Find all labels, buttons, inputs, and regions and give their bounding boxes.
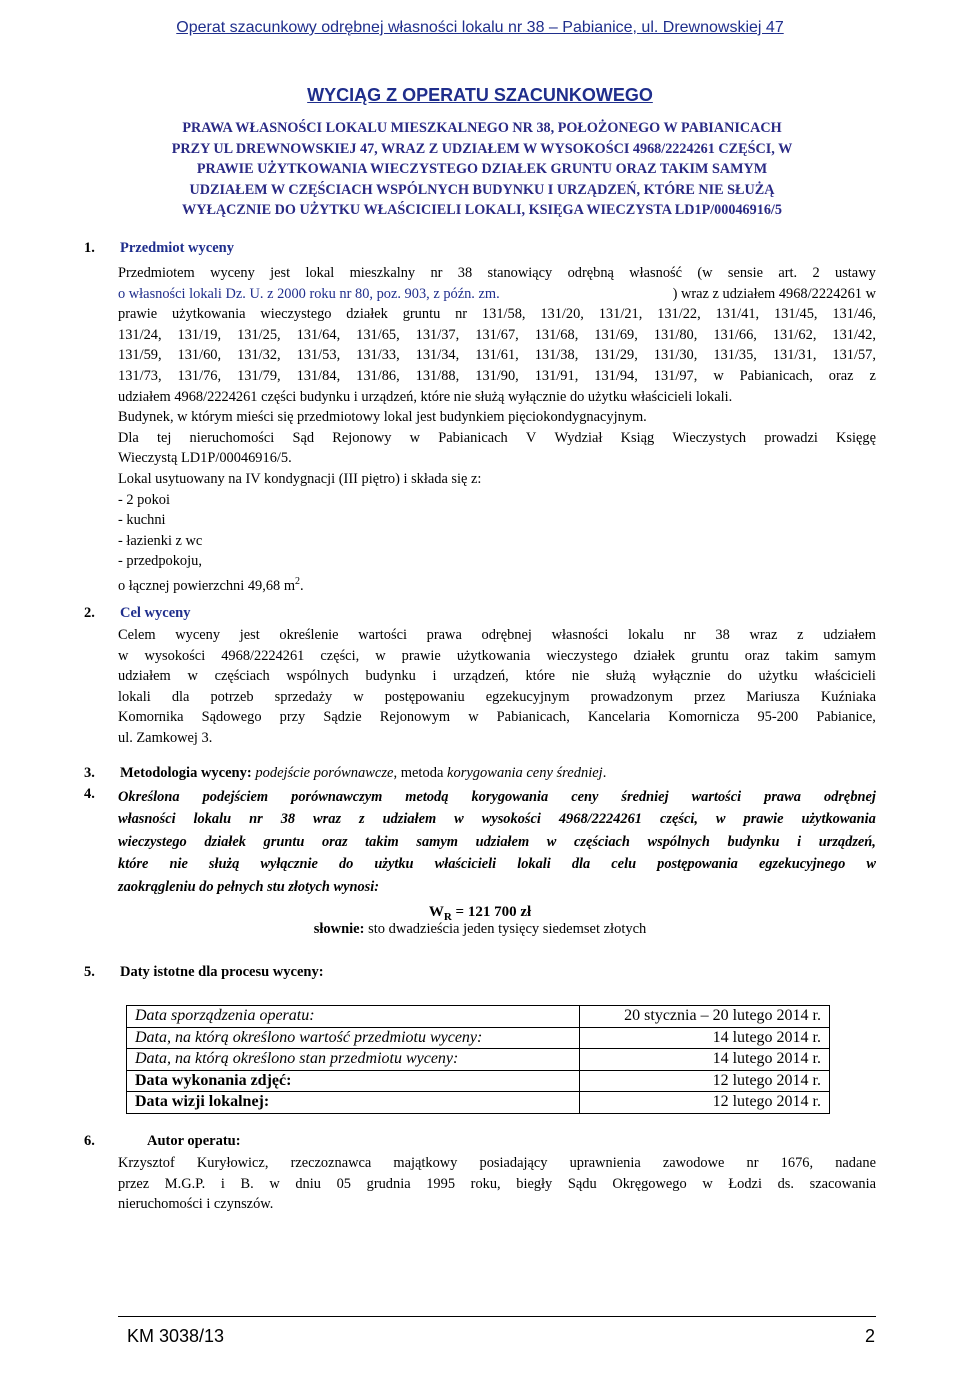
section-6-number: 6. — [84, 1133, 95, 1149]
footer-reference: KM 3038/13 — [127, 1326, 225, 1346]
room-item: - przedpokoju, — [118, 553, 202, 570]
word: stanowiący — [487, 265, 553, 281]
section-2-line: udziałem w częściach wspólnych budynku i urządzeń, które nie służą wyłącznie do użytku właścicieli — [118, 668, 876, 685]
value-in-words — [0, 921, 960, 938]
section-1-number: 1. — [84, 240, 95, 256]
room-item: - łazienki z wc — [118, 532, 203, 549]
section-5-number: 5. — [84, 964, 95, 980]
section-4-line: zaokrągleniu do pełnych stu złotych wynosi: — [118, 878, 380, 895]
section-2-line: w wysokości 4968/2224261 części, w prawie użytkowania wieczystego działek gruntu oraz takim samym — [118, 647, 876, 664]
methodology-label: Metodologia wyceny: — [120, 765, 252, 781]
method: korygowania ceny średniej — [447, 765, 603, 781]
word: nr — [430, 265, 443, 281]
words-label: słownie: — [313, 921, 365, 937]
footer-divider — [118, 1316, 876, 1317]
subject-line: PRAWIE UŻYTKOWANIA WIECZYSTEGO DZIAŁEK GRUNTU ORAZ TAKIM SAMYM — [196, 161, 768, 178]
word: 2 — [812, 265, 820, 281]
subject-block — [110, 118, 854, 221]
word: mieszkalny — [349, 265, 416, 281]
section-2-body — [118, 625, 876, 749]
value-amount: = 121 700 zł — [451, 904, 532, 920]
word: art. — [778, 265, 798, 281]
section-4-line: Określona podejściem porównawczym metodą korygowania ceny średniej wartości prawa odrębnej — [118, 789, 876, 805]
section-1-line — [118, 284, 876, 305]
date-label: Data wykonania zdjęć: — [127, 1070, 580, 1092]
dates-table — [126, 1005, 830, 1114]
dates-row — [127, 1049, 830, 1071]
date-value: 14 lutego 2014 r. — [580, 1049, 830, 1071]
word: 38 — [457, 265, 473, 281]
section-4-line: własności lokalu nr 38 wraz z udziałem w wysokości 4968/2224261 części, w prawie użytkowania — [118, 811, 876, 828]
value-symbol: W — [428, 904, 444, 920]
author-line: przez M.G.P. i B. w dniu 05 grudnia 1995 roku, biegły Sądu Okręgowego w Łodzi ds. szacowania — [118, 1175, 876, 1192]
section-2-line: lokali dla potrzeb sprzedaży w postępowaniu egzekucyjnym prowadzonym przez Mariusza Kuźniaka — [118, 688, 876, 705]
dates-row — [127, 1092, 830, 1114]
section-3-number: 3. — [84, 765, 95, 781]
word: własność — [629, 265, 683, 281]
section-3-text — [120, 765, 606, 782]
dates-row — [127, 1027, 830, 1049]
parcel-line: 131/59, 131/60, 131/32, 131/53, 131/33, 131/34, 131/61, 131/38, 131/29, 131/30, 131/35, 131/31, 131/57, — [118, 347, 876, 364]
parcel-line: prawie użytkowania wieczystego działek gruntu nr 131/58, 131/20, 131/21, 131/22, 131/41, 131/45, 131/46, — [118, 306, 876, 323]
value-subscript: R — [443, 911, 452, 923]
parcel-line: 131/73, 131/76, 131/79, 131/84, 131/86, 131/88, 131/90, 131/91, 131/94, 131/97, w Pabianicach, oraz z — [118, 367, 876, 384]
section-6-body — [118, 1153, 876, 1215]
word: Przedmiotem — [118, 265, 195, 281]
section-1-body — [118, 263, 876, 596]
share-line: udziałem 4968/2224261 części budynku i urządzeń, które nie służą wyłącznie do użytku właścicieli lokali. — [118, 388, 733, 405]
subject-line: WYŁĄCZNIE DO UŻYTKU WŁAŚCICIELI LOKALI, KSIĘGA WIECZYSTA LD1P/00046916/5 — [182, 202, 782, 219]
parcel-line: 131/24, 131/19, 131/25, 131/64, 131/65, 131/37, 131/67, 131/68, 131/69, 131/80, 131/66, 131/62, 131/42, — [118, 326, 876, 343]
section-5-heading: Daty istotne dla procesu wyceny: — [120, 964, 324, 980]
author-line: Krzysztof Kuryłowicz, rzeczoznawca majątkowy posiadający uprawnienia zawodowe nr 1676, nadane — [118, 1155, 876, 1171]
author-line: nieruchomości i czynszów. — [118, 1196, 274, 1213]
section-4-line: które nie służą wyłącznie do użytku właścicieli lokali dla celu postępowania egzekucyjnego w — [118, 856, 876, 873]
date-value: 14 lutego 2014 r. — [580, 1027, 830, 1049]
words-text: sto dwadzieścia jeden tysięcy siedemset złotych — [364, 921, 647, 937]
section-2-heading: Cel wyceny — [120, 605, 191, 621]
date-value: 12 lutego 2014 r. — [580, 1070, 830, 1092]
word: sensie — [727, 265, 764, 281]
area-line — [118, 572, 876, 596]
subject-line: PRZY UL DREWNOWSKIEJ 47, WRAZ Z UDZIAŁEM W WYSOKOŚCI 4968/2224261 CZĘŚCI, W — [171, 140, 793, 157]
act-reference: o własności lokali Dz. U. z 2000 roku nr 80, poz. 903, z późn. zm. — [118, 285, 500, 302]
running-header: Operat szacunkowy odrębnej własności lokalu nr 38 – Pabianice, ul. Drewnowskiej 47 — [176, 19, 784, 36]
area-sup: 2 — [295, 575, 301, 587]
page-number: 2 — [864, 1326, 875, 1346]
section-2-number: 2. — [84, 605, 95, 621]
word: wyceny — [210, 265, 255, 281]
end: . — [602, 765, 607, 781]
word: jest — [270, 265, 291, 281]
share-fragment: ) wraz z udziałem 4968/2224261 w — [672, 285, 876, 302]
word: (w — [697, 265, 713, 281]
subject-line: PRAWA WŁASNOŚCI LOKALU MIESZKALNEGO NR 38, POŁOŻONEGO W PABIANICACH — [182, 120, 782, 136]
building-line: Budynek, w którym mieści się przedmiotowy lokal jest budynkiem pięciokondygnacyjnym. — [118, 409, 647, 426]
word: odrębną — [567, 265, 614, 281]
section-1-heading: Przedmiot wyceny — [120, 240, 234, 256]
word: ustawy — [835, 265, 876, 281]
area-text: o łącznej powierzchni 49,68 m — [118, 577, 296, 594]
location-line: Lokal usytuowany na IV kondygnacji (III piętro) i składa się z: — [118, 470, 482, 487]
section-1-line — [118, 263, 876, 284]
dates-row — [127, 1070, 830, 1092]
date-label: Data, na którą określono stan przedmiotu wyceny: — [127, 1049, 580, 1071]
date-value: 20 stycznia – 20 lutego 2014 r. — [580, 1006, 830, 1028]
section-4-number: 4. — [84, 786, 95, 802]
court-line: Wieczystą LD1P/00046916/5. — [118, 450, 292, 467]
date-label: Data, na którą określono wartość przedmiotu wyceny: — [127, 1027, 580, 1049]
date-label: Data sporządzenia operatu: — [127, 1006, 580, 1028]
section-2-line: Komornika Sądowego przy Sądzie Rejonowym w Pabianicach, Kancelaria Komornicza 95-200 Pabianice, — [118, 709, 876, 726]
dates-row — [127, 1006, 830, 1028]
date-label: Data wizji lokalnej: — [127, 1092, 580, 1114]
area-end: . — [300, 577, 304, 594]
word: lokal — [305, 265, 335, 281]
section-2-line: Celem wyceny jest określenie wartości prawa odrębnej własności lokalu nr 38 wraz z udziałem — [118, 627, 876, 643]
separator: , metoda — [393, 765, 448, 781]
room-item: - 2 pokoi — [118, 491, 170, 508]
approach: podejście porównawcze — [255, 765, 394, 781]
section-2-line: ul. Zamkowej 3. — [118, 729, 213, 746]
section-6-heading: Autor operatu: — [147, 1133, 241, 1149]
room-item: - kuchni — [118, 512, 166, 529]
section-4-body — [118, 786, 876, 898]
subject-line: UDZIAŁEM W CZĘŚCIACH WSPÓLNYCH BUDYNKU I URZĄDZEŃ, KTÓRE NIE SŁUŻĄ — [189, 181, 775, 198]
court-line: Dla tej nieruchomości Sąd Rejonowy w Pabianicach V Wydział Ksiąg Wieczystych prowadzi Księgę — [118, 429, 876, 446]
section-4-line: wieczystego działek gruntu oraz takim samym udziałem w częściach wspólnych budynku i urządzeń, — [118, 833, 876, 850]
document-title: WYCIĄG Z OPERATU SZACUNKOWEGO — [307, 85, 653, 105]
date-value: 12 lutego 2014 r. — [580, 1092, 830, 1114]
